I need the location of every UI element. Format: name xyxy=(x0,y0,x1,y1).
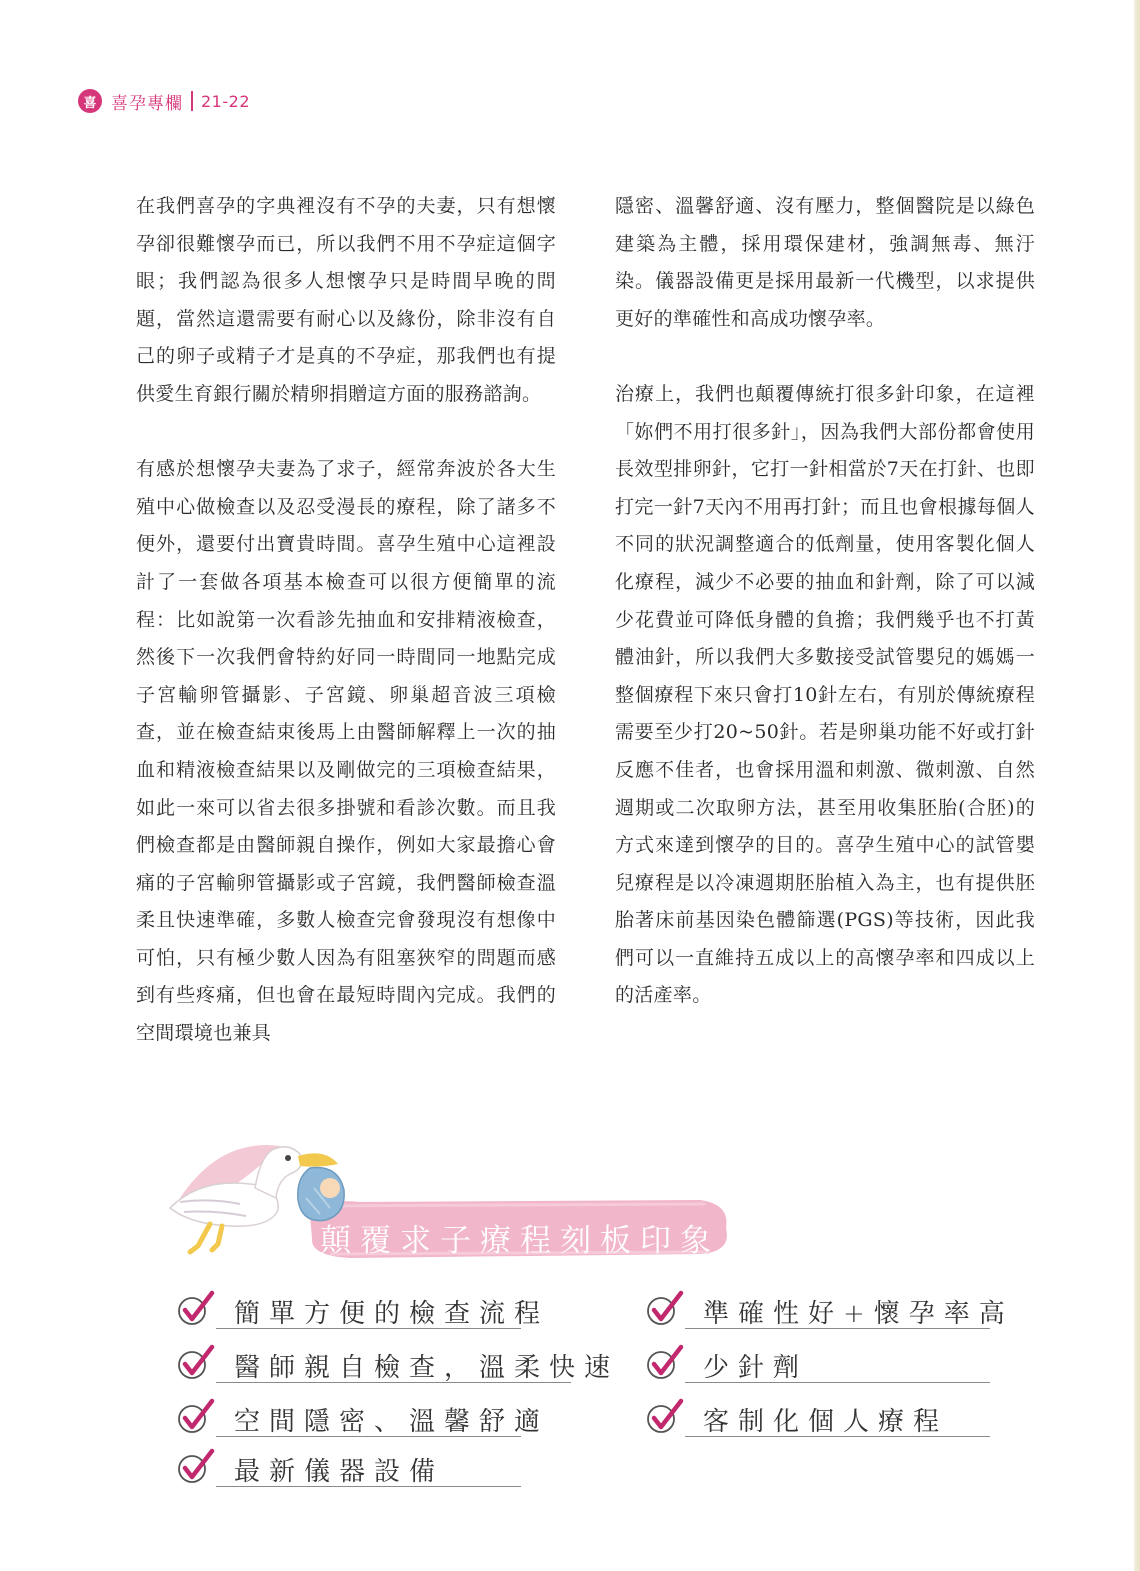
paragraph: 有感於想懷孕夫妻為了求子，經常奔波於各大生殖中心做檢查以及忍受漫長的療程，除了諸多不便外，還要付出寶貴時間。喜孕生殖中心這裡設計了一套做各項基本檢查可以很方便簡單的流程：比如說第一次看診先抽血和安排精液檢查，然後下一次我們會特約好同一時間同一地點完成子宮輸卵管攝影、子宮鏡、卵巢超音波三項檢查，並在檢查結束後馬上由醫師解釋上一次的抽血和精液檢查結果以及剛做完的三項檢查結果，如此一來可以省去很多掛號和看診次數。而且我們檢查都是由醫師親自操作，例如大家最擔心會痛的子宮輸卵管攝影或子宮鏡，我們醫師檢查溫柔且快速準確，多數人檢查完會發現沒有想像中可怕，只有極少數人因為有阻塞狹窄的問題而感到有些疼痛，但也會在最短時間內完成。我們的空間環境也兼具 xyxy=(136,458,556,1045)
checkmark-icon xyxy=(176,1290,216,1328)
stork-beak-icon xyxy=(298,1153,338,1166)
paragraph: 治療上，我們也顛覆傳統打很多針印象，在這裡「妳們不用打很多針」，因為我們大部份都會使用長效型排卵針，它打一針相當於7天在打針、也即打完一針7天內不用再打針；而且也會根據每個人不同的狀況調整適合的低劑量，使用客製化個人化療程，減少不必要的抽血和針劑，除了可以減少花費並可降低身體的負擔；我們幾乎也不打黃體油針，所以我們大多數接受試管嬰兒的媽媽一整個療程下來只會打10針左右，有別於傳統療程需要至少打20~50針。若是卵巢功能不好或打針反應不佳者，也會採用溫和刺激、微刺激、自然週期或二次取卵方法，甚至用收集胚胎(合胚)的方式來達到懷孕的目的。喜孕生殖中心的試管嬰兒療程是以冷凍週期胚胎植入為主，也有提供胚胎著床前基因染色體篩選(PGS)等技術，因此我們可以一直維持五成以上的高懷孕率和四成以上的活產率。 xyxy=(615,382,1035,1007)
left-column xyxy=(136,188,556,1090)
checklist-label: 醫師親自檢查，溫柔快速 xyxy=(234,1353,620,1383)
checklist-label: 最新儀器設備 xyxy=(234,1457,445,1487)
checkmark-icon xyxy=(176,1344,216,1382)
brand-logo-icon xyxy=(78,89,102,113)
checklist-label: 空間隱密、溫馨舒適 xyxy=(234,1407,550,1437)
brand-logo-text: 喜 xyxy=(83,95,97,111)
right-column xyxy=(615,188,1035,1053)
paragraph: 在我們喜孕的字典裡沒有不孕的夫妻，只有想懷孕卻很難懷孕而已，所以我們不用不孕症這個字眼；我們認為很多人想懷孕只是時間早晚的問題，當然這還需要有耐心以及緣份，除非沒有自己的卵子或精子才是真的不孕症，那我們也有提供愛生育銀行關於精卵捐贈這方面的服務諮詢。 xyxy=(136,195,556,405)
underline xyxy=(685,1382,990,1383)
underline xyxy=(216,1486,521,1487)
checkmark-icon xyxy=(645,1344,685,1382)
underline xyxy=(685,1328,990,1329)
checklist-label: 少針劑 xyxy=(703,1353,809,1383)
underline xyxy=(216,1382,571,1383)
checkmark-icon xyxy=(176,1398,216,1436)
underline xyxy=(685,1436,990,1437)
page-edge xyxy=(1134,0,1140,1571)
underline xyxy=(216,1436,521,1437)
checklist-label: 準確性好+懷孕率高 xyxy=(703,1299,1014,1329)
page-numbers: 21-22 xyxy=(201,91,250,111)
header-divider xyxy=(191,91,193,111)
section-title: 喜孕專欄 xyxy=(111,93,183,114)
checklist-label: 簡單方便的檢查流程 xyxy=(234,1299,550,1329)
checkmark-icon xyxy=(645,1398,685,1436)
paragraph: 隱密、溫馨舒適、沒有壓力，整個醫院是以綠色建築為主體，採用環保建材，強調無毒、無汙染。儀器設備更是採用最新一代機型，以求提供更好的準確性和高成功懷孕率。 xyxy=(615,195,1035,330)
checklist-label: 客制化個人療程 xyxy=(703,1407,949,1437)
checkmark-icon xyxy=(645,1290,685,1328)
banner-title: 顛覆求子療程刻板印象 xyxy=(320,1223,720,1259)
page-header xyxy=(78,86,250,116)
checkmark-icon xyxy=(176,1448,216,1486)
underline xyxy=(216,1328,521,1329)
